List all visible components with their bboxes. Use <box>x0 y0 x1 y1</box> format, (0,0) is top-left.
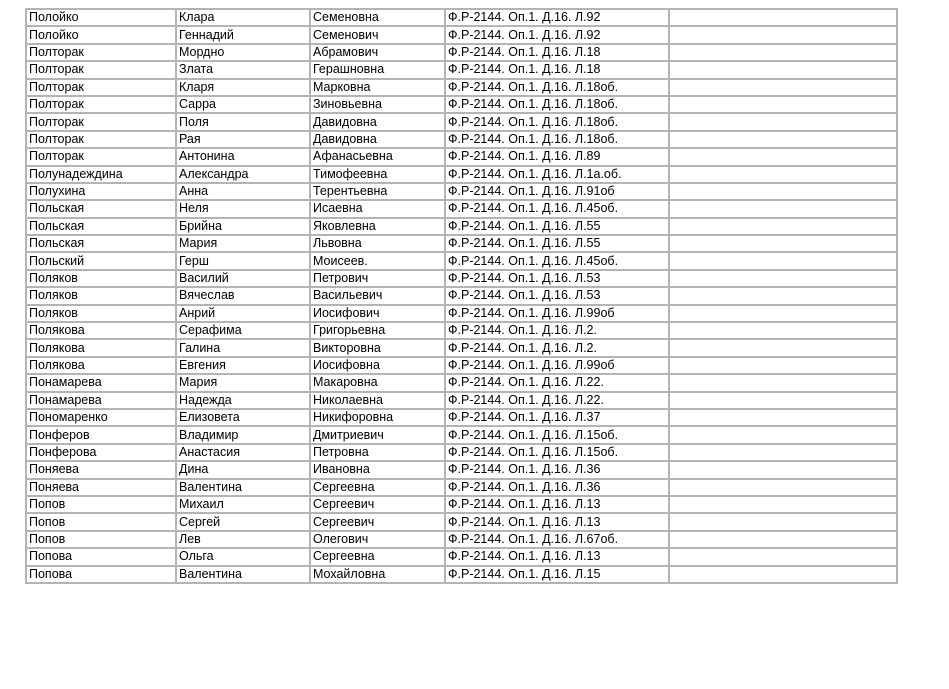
table-row <box>26 26 897 43</box>
patronymic-cell: Васильевич <box>310 287 445 304</box>
surname-cell: Попова <box>26 566 176 583</box>
note-cell <box>669 26 897 43</box>
note-cell <box>669 218 897 235</box>
first-name-cell: Рая <box>176 131 310 148</box>
surname-cell: Полторак <box>26 96 176 113</box>
patronymic-cell: Яковлевна <box>310 218 445 235</box>
patronymic-cell: Моисеев. <box>310 252 445 269</box>
table-row <box>26 166 897 183</box>
note-cell <box>669 374 897 391</box>
first-name-cell: Геннадий <box>176 26 310 43</box>
table-row <box>26 531 897 548</box>
patronymic-cell: Иосифовна <box>310 357 445 374</box>
archive-reference-cell: Ф.Р-2144. Оп.1. Д.16. Л.18об. <box>445 113 669 130</box>
note-cell <box>669 96 897 113</box>
table-row <box>26 322 897 339</box>
surname-cell: Польский <box>26 252 176 269</box>
archive-reference-cell: Ф.Р-2144. Оп.1. Д.16. Л.92 <box>445 26 669 43</box>
archive-reference-cell: Ф.Р-2144. Оп.1. Д.16. Л.15об. <box>445 444 669 461</box>
first-name-cell: Мария <box>176 374 310 391</box>
first-name-cell: Евгения <box>176 357 310 374</box>
table-row <box>26 113 897 130</box>
archive-reference-cell: Ф.Р-2144. Оп.1. Д.16. Л.18об. <box>445 79 669 96</box>
patronymic-cell: Сергеевна <box>310 548 445 565</box>
patronymic-cell: Никифоровна <box>310 409 445 426</box>
patronymic-cell: Петровна <box>310 444 445 461</box>
patronymic-cell: Дмитриевич <box>310 426 445 443</box>
first-name-cell: Злата <box>176 61 310 78</box>
table-row <box>26 305 897 322</box>
first-name-cell: Сарра <box>176 96 310 113</box>
first-name-cell: Кларя <box>176 79 310 96</box>
first-name-cell: Мордно <box>176 44 310 61</box>
first-name-cell: Дина <box>176 461 310 478</box>
first-name-cell: Клара <box>176 9 310 26</box>
surname-cell: Поляков <box>26 305 176 322</box>
archive-reference-cell: Ф.Р-2144. Оп.1. Д.16. Л.1а.об. <box>445 166 669 183</box>
surname-cell: Понамарева <box>26 374 176 391</box>
patronymic-cell: Мохайловна <box>310 566 445 583</box>
note-cell <box>669 252 897 269</box>
surname-cell: Полторак <box>26 113 176 130</box>
table-row <box>26 374 897 391</box>
first-name-cell: Галина <box>176 339 310 356</box>
surname-cell: Поняева <box>26 461 176 478</box>
archive-reference-cell: Ф.Р-2144. Оп.1. Д.16. Л.67об. <box>445 531 669 548</box>
surname-cell: Полойко <box>26 26 176 43</box>
note-cell <box>669 566 897 583</box>
note-cell <box>669 513 897 530</box>
note-cell <box>669 444 897 461</box>
first-name-cell: Александра <box>176 166 310 183</box>
note-cell <box>669 496 897 513</box>
note-cell <box>669 426 897 443</box>
archive-reference-cell: Ф.Р-2144. Оп.1. Д.16. Л.45об. <box>445 252 669 269</box>
note-cell <box>669 287 897 304</box>
table-row <box>26 200 897 217</box>
surname-cell: Полунадеждина <box>26 166 176 183</box>
surname-cell: Поляков <box>26 287 176 304</box>
patronymic-cell: Семеновна <box>310 9 445 26</box>
first-name-cell: Михаил <box>176 496 310 513</box>
table-row <box>26 461 897 478</box>
table-row <box>26 183 897 200</box>
table-row <box>26 426 897 443</box>
surname-cell: Попов <box>26 531 176 548</box>
table-row <box>26 252 897 269</box>
note-cell <box>669 183 897 200</box>
note-cell <box>669 79 897 96</box>
surname-cell: Полякова <box>26 357 176 374</box>
first-name-cell: Валентина <box>176 479 310 496</box>
surname-cell: Полторак <box>26 131 176 148</box>
note-cell <box>669 9 897 26</box>
note-cell <box>669 61 897 78</box>
archive-reference-cell: Ф.Р-2144. Оп.1. Д.16. Л.15 <box>445 566 669 583</box>
archive-reference-cell: Ф.Р-2144. Оп.1. Д.16. Л.36 <box>445 479 669 496</box>
archive-reference-cell: Ф.Р-2144. Оп.1. Д.16. Л.2. <box>445 339 669 356</box>
table-row <box>26 392 897 409</box>
surname-cell: Полухина <box>26 183 176 200</box>
note-cell <box>669 357 897 374</box>
patronymic-cell: Марковна <box>310 79 445 96</box>
note-cell <box>669 531 897 548</box>
archive-reference-cell: Ф.Р-2144. Оп.1. Д.16. Л.55 <box>445 218 669 235</box>
records-table <box>25 8 898 584</box>
table-row <box>26 496 897 513</box>
note-cell <box>669 113 897 130</box>
note-cell <box>669 392 897 409</box>
archive-reference-cell: Ф.Р-2144. Оп.1. Д.16. Л.2. <box>445 322 669 339</box>
surname-cell: Полторак <box>26 79 176 96</box>
table-row <box>26 218 897 235</box>
note-cell <box>669 270 897 287</box>
table-row <box>26 61 897 78</box>
first-name-cell: Анна <box>176 183 310 200</box>
table-row <box>26 270 897 287</box>
table-row <box>26 409 897 426</box>
patronymic-cell: Абрамович <box>310 44 445 61</box>
archive-reference-cell: Ф.Р-2144. Оп.1. Д.16. Л.18об. <box>445 96 669 113</box>
records-table-body <box>26 9 897 583</box>
archive-reference-cell: Ф.Р-2144. Оп.1. Д.16. Л.99об <box>445 357 669 374</box>
archive-reference-cell: Ф.Р-2144. Оп.1. Д.16. Л.53 <box>445 270 669 287</box>
archive-reference-cell: Ф.Р-2144. Оп.1. Д.16. Л.22. <box>445 374 669 391</box>
first-name-cell: Сергей <box>176 513 310 530</box>
table-row <box>26 148 897 165</box>
note-cell <box>669 200 897 217</box>
table-row <box>26 79 897 96</box>
note-cell <box>669 235 897 252</box>
archive-reference-cell: Ф.Р-2144. Оп.1. Д.16. Л.53 <box>445 287 669 304</box>
first-name-cell: Брийна <box>176 218 310 235</box>
surname-cell: Пономаренко <box>26 409 176 426</box>
patronymic-cell: Тимофеевна <box>310 166 445 183</box>
archive-reference-cell: Ф.Р-2144. Оп.1. Д.16. Л.99об <box>445 305 669 322</box>
surname-cell: Полойко <box>26 9 176 26</box>
first-name-cell: Надежда <box>176 392 310 409</box>
archive-reference-cell: Ф.Р-2144. Оп.1. Д.16. Л.15об. <box>445 426 669 443</box>
first-name-cell: Владимир <box>176 426 310 443</box>
surname-cell: Полторак <box>26 61 176 78</box>
archive-reference-cell: Ф.Р-2144. Оп.1. Д.16. Л.18об. <box>445 131 669 148</box>
patronymic-cell: Семенович <box>310 26 445 43</box>
first-name-cell: Мария <box>176 235 310 252</box>
table-row <box>26 287 897 304</box>
table-row <box>26 444 897 461</box>
first-name-cell: Елизовета <box>176 409 310 426</box>
note-cell <box>669 548 897 565</box>
patronymic-cell: Григорьевна <box>310 322 445 339</box>
patronymic-cell: Львовна <box>310 235 445 252</box>
surname-cell: Понамарева <box>26 392 176 409</box>
table-row <box>26 566 897 583</box>
note-cell <box>669 305 897 322</box>
archive-reference-cell: Ф.Р-2144. Оп.1. Д.16. Л.18 <box>445 61 669 78</box>
surname-cell: Полторак <box>26 148 176 165</box>
archive-reference-cell: Ф.Р-2144. Оп.1. Д.16. Л.18 <box>445 44 669 61</box>
note-cell <box>669 461 897 478</box>
patronymic-cell: Терентьевна <box>310 183 445 200</box>
first-name-cell: Лев <box>176 531 310 548</box>
surname-cell: Польская <box>26 218 176 235</box>
surname-cell: Поляков <box>26 270 176 287</box>
table-row <box>26 479 897 496</box>
table-row <box>26 96 897 113</box>
patronymic-cell: Петрович <box>310 270 445 287</box>
surname-cell: Понферов <box>26 426 176 443</box>
note-cell <box>669 339 897 356</box>
patronymic-cell: Давидовна <box>310 113 445 130</box>
note-cell <box>669 409 897 426</box>
surname-cell: Полякова <box>26 322 176 339</box>
surname-cell: Польская <box>26 200 176 217</box>
note-cell <box>669 322 897 339</box>
patronymic-cell: Иосифович <box>310 305 445 322</box>
archive-reference-cell: Ф.Р-2144. Оп.1. Д.16. Л.45об. <box>445 200 669 217</box>
first-name-cell: Анастасия <box>176 444 310 461</box>
patronymic-cell: Ивановна <box>310 461 445 478</box>
archive-reference-cell: Ф.Р-2144. Оп.1. Д.16. Л.55 <box>445 235 669 252</box>
surname-cell: Понферова <box>26 444 176 461</box>
patronymic-cell: Макаровна <box>310 374 445 391</box>
surname-cell: Попов <box>26 496 176 513</box>
table-row <box>26 131 897 148</box>
archive-reference-cell: Ф.Р-2144. Оп.1. Д.16. Л.13 <box>445 496 669 513</box>
first-name-cell: Герш <box>176 252 310 269</box>
archive-reference-cell: Ф.Р-2144. Оп.1. Д.16. Л.91об <box>445 183 669 200</box>
table-row <box>26 235 897 252</box>
patronymic-cell: Зиновьевна <box>310 96 445 113</box>
surname-cell: Попов <box>26 513 176 530</box>
note-cell <box>669 44 897 61</box>
patronymic-cell: Давидовна <box>310 131 445 148</box>
first-name-cell: Серафима <box>176 322 310 339</box>
archive-reference-cell: Ф.Р-2144. Оп.1. Д.16. Л.36 <box>445 461 669 478</box>
surname-cell: Полторак <box>26 44 176 61</box>
table-row <box>26 357 897 374</box>
surname-cell: Поняева <box>26 479 176 496</box>
first-name-cell: Вячеслав <box>176 287 310 304</box>
archive-reference-cell: Ф.Р-2144. Оп.1. Д.16. Л.13 <box>445 513 669 530</box>
patronymic-cell: Николаевна <box>310 392 445 409</box>
first-name-cell: Ольга <box>176 548 310 565</box>
archive-reference-cell: Ф.Р-2144. Оп.1. Д.16. Л.89 <box>445 148 669 165</box>
first-name-cell: Валентина <box>176 566 310 583</box>
note-cell <box>669 131 897 148</box>
patronymic-cell: Сергеевич <box>310 496 445 513</box>
surname-cell: Полякова <box>26 339 176 356</box>
patronymic-cell: Викторовна <box>310 339 445 356</box>
patronymic-cell: Исаевна <box>310 200 445 217</box>
note-cell <box>669 479 897 496</box>
patronymic-cell: Афанасьевна <box>310 148 445 165</box>
first-name-cell: Василий <box>176 270 310 287</box>
table-row <box>26 513 897 530</box>
archive-reference-cell: Ф.Р-2144. Оп.1. Д.16. Л.22. <box>445 392 669 409</box>
table-row <box>26 339 897 356</box>
patronymic-cell: Олегович <box>310 531 445 548</box>
note-cell <box>669 166 897 183</box>
patronymic-cell: Герашновна <box>310 61 445 78</box>
surname-cell: Польская <box>26 235 176 252</box>
first-name-cell: Анрий <box>176 305 310 322</box>
note-cell <box>669 148 897 165</box>
patronymic-cell: Сергеевич <box>310 513 445 530</box>
table-row <box>26 548 897 565</box>
first-name-cell: Антонина <box>176 148 310 165</box>
first-name-cell: Неля <box>176 200 310 217</box>
archive-reference-cell: Ф.Р-2144. Оп.1. Д.16. Л.13 <box>445 548 669 565</box>
surname-cell: Попова <box>26 548 176 565</box>
table-row <box>26 9 897 26</box>
archive-reference-cell: Ф.Р-2144. Оп.1. Д.16. Л.92 <box>445 9 669 26</box>
patronymic-cell: Сергеевна <box>310 479 445 496</box>
archive-reference-cell: Ф.Р-2144. Оп.1. Д.16. Л.37 <box>445 409 669 426</box>
first-name-cell: Поля <box>176 113 310 130</box>
table-row <box>26 44 897 61</box>
